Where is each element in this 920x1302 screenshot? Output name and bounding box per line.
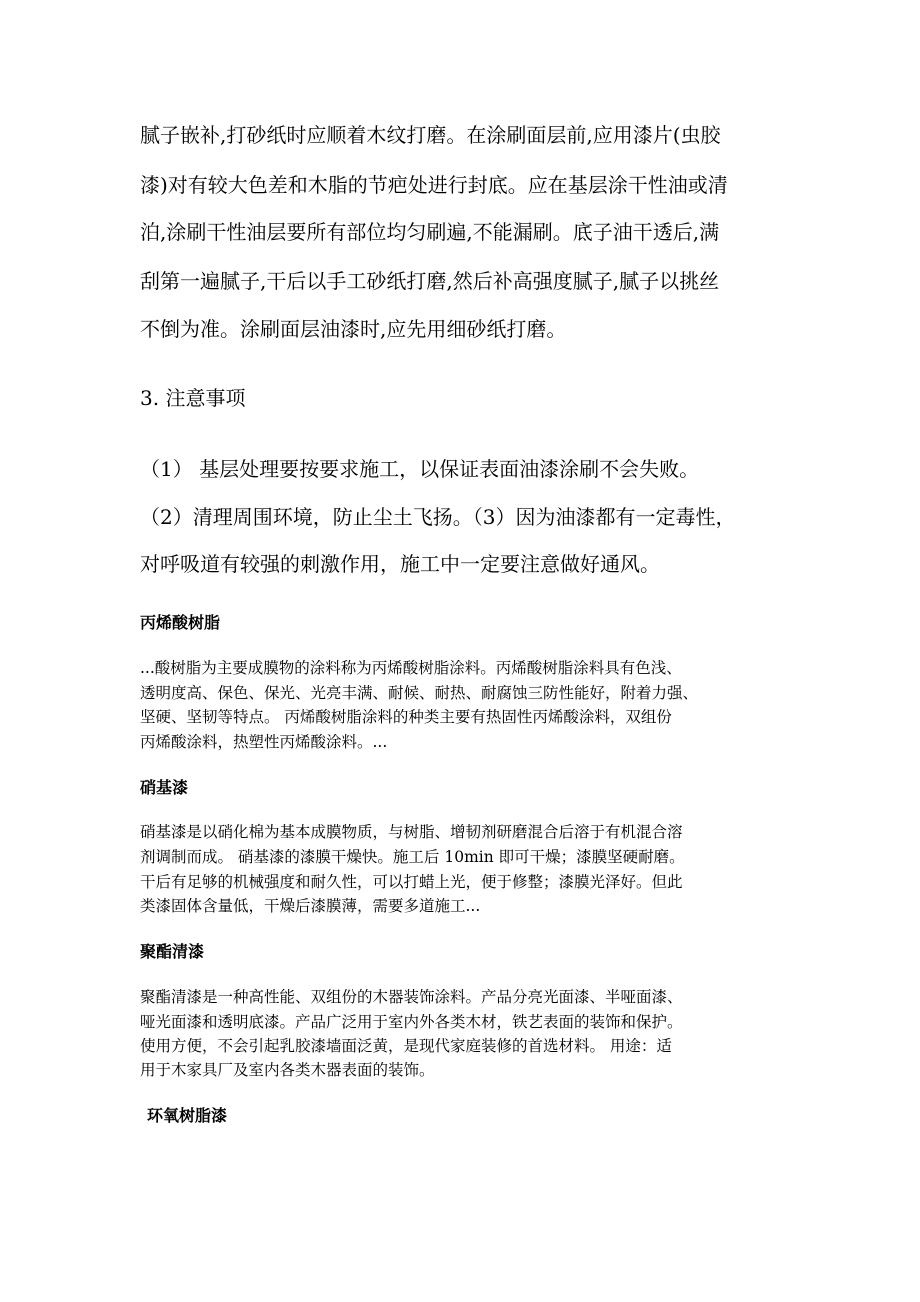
entry-line: 坚硬、坚韧等特点。 丙烯酸树脂涂料的种类主要有热固性丙烯酸涂料，双组份 (140, 708, 672, 726)
section-heading: 3. 注意事项 (140, 386, 246, 410)
intro-line: 泊,涂刷干性油层要所有部位均匀刷遍,不能漏刷。底子油干透后,满 (140, 220, 720, 244)
section-line: 对呼吸道有较强的刺激作用，施工中一定要注意做好通风。 (140, 552, 660, 576)
entry-title: 环氧树脂漆 (147, 1106, 228, 1125)
entry-line: 丙烯酸涂料，热塑性丙烯酸涂料。... (140, 733, 388, 751)
entry-line: 干后有足够的机械强度和耐久性，可以打蜡上光，便于修整；漆膜光泽好。但此 (140, 873, 683, 891)
entry-line: 聚酯清漆是一种高性能、双组份的木器装饰涂料。产品分亮光面漆、半哑面漆、 (140, 988, 683, 1006)
intro-line: 不倒为准。涂刷面层油漆时,应先用细砂纸打磨。 (140, 317, 567, 341)
entry-line: 使用方便，不会引起乳胶漆墙面泛黄，是现代家庭装修的首选材料。 用途：适 (140, 1037, 672, 1055)
section-line: （2）清理周围环境，防止尘土飞扬。（3）因为油漆都有一定毒性， (140, 505, 736, 529)
entry-line: 硝基漆是以硝化棉为基本成膜物质，与树脂、增韧剂研磨混合后溶于有机混合溶 (140, 823, 683, 841)
entry-title: 丙烯酸树脂 (140, 613, 221, 632)
entry-line: 透明度高、保色、保光、光亮丰满、耐候、耐热、耐腐蚀三防性能好，附着力强、 (140, 684, 699, 702)
entry-line: ...酸树脂为主要成膜物的涂料称为丙烯酸树脂涂料。丙烯酸树脂涂料具有色浅、 (140, 659, 682, 677)
intro-line: 腻子嵌补,打砂纸时应顺着木纹打磨。在涂刷面层前,应用漆片(虫胶 (140, 123, 721, 147)
entry-line: 类漆固体含量低，干燥后漆膜薄，需要多道施工... (140, 897, 481, 915)
section-line: （1） 基层处理要按要求施工，以保证表面油漆涂刷不会失败。 (140, 457, 700, 481)
entry-title: 聚酯清漆 (140, 942, 205, 961)
entry-title: 硝基漆 (140, 778, 189, 797)
entry-line: 用于木家具厂及室内各类木器表面的装饰。 (140, 1061, 435, 1079)
intro-line: 刮第一遍腻子,干后以手工砂纸打磨,然后补高强度腻子,腻子以挑丝 (140, 269, 720, 293)
intro-line: 漆)对有较大色差和木脂的节疤处进行封底。应在基层涂干性油或清 (140, 173, 728, 197)
entry-line: 剂调制而成。 硝基漆的漆膜干燥快。施工后 10min 即可干燥；漆膜坚硬耐磨。 (140, 848, 685, 866)
entry-line: 哑光面漆和透明底漆。产品广泛用于室内外各类木材，铁艺表面的装饰和保护。 (140, 1013, 683, 1031)
